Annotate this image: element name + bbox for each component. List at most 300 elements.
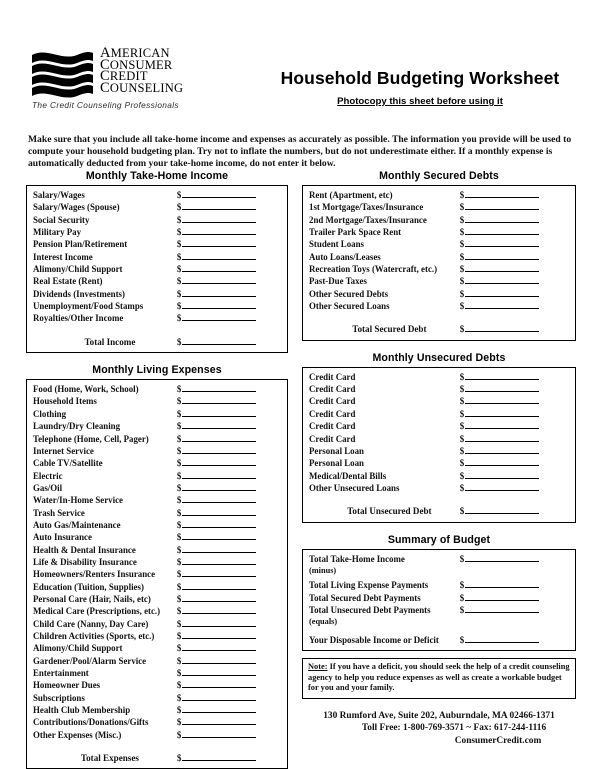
currency-symbol: $ — [176, 421, 182, 432]
amount-cell — [460, 470, 569, 482]
amount-cell — [460, 395, 569, 407]
summary-total-income-field[interactable] — [465, 553, 539, 562]
line-item-row — [309, 201, 569, 213]
line-item-row — [309, 433, 569, 445]
line-item-row — [309, 457, 569, 469]
amount-blank-field[interactable] — [182, 605, 256, 614]
line-item-row — [309, 226, 569, 238]
line-item-row — [33, 312, 281, 324]
currency-symbol: $ — [176, 655, 182, 666]
currency-symbol: $ — [176, 495, 182, 506]
line-item-row — [309, 420, 569, 432]
line-item-row — [33, 630, 281, 642]
left-column — [26, 170, 288, 769]
line-item-row — [33, 251, 281, 263]
amount-cell — [177, 288, 281, 300]
amount-cell — [177, 238, 281, 250]
line-item-row — [33, 531, 281, 543]
line-item-row — [33, 667, 281, 679]
amount-cell — [177, 692, 281, 704]
amount-cell — [460, 592, 569, 604]
amount-blank-field[interactable] — [182, 519, 256, 528]
currency-symbol: $ — [176, 433, 182, 444]
currency-symbol: $ — [459, 396, 465, 407]
unsecured-debts-box — [302, 367, 576, 523]
line-item-row — [33, 605, 281, 617]
amount-cell — [177, 482, 281, 494]
summary-row — [309, 604, 569, 616]
line-item-label: Medical/Dental Bills — [309, 470, 387, 481]
line-item-label: Social Security — [33, 214, 90, 225]
amount-blank-field[interactable] — [182, 383, 256, 392]
amount-blank-field[interactable] — [182, 593, 256, 602]
amount-blank-field[interactable] — [182, 408, 256, 417]
living-expenses-box — [26, 379, 288, 769]
currency-symbol: $ — [459, 604, 465, 615]
line-item-row — [33, 263, 281, 275]
currency-symbol: $ — [176, 239, 182, 250]
amount-blank-field[interactable] — [182, 275, 256, 284]
line-item-row — [309, 408, 569, 420]
amount-blank-field[interactable] — [465, 408, 539, 417]
amount-blank-field[interactable] — [182, 494, 256, 503]
total-row — [309, 494, 569, 517]
line-item-label: Life & Disability Insurance — [33, 556, 137, 567]
minus-operator-text: (minus) — [309, 565, 337, 575]
amount-blank-field[interactable] — [465, 214, 539, 223]
line-item-row — [33, 275, 281, 287]
amount-blank-field[interactable] — [182, 716, 256, 725]
currency-symbol: $ — [176, 288, 182, 299]
amount-cell — [177, 630, 281, 642]
currency-symbol: $ — [459, 276, 465, 287]
line-item-label: Water/In-Home Service — [33, 495, 123, 506]
page-title: Household Budgeting Worksheet — [280, 68, 560, 88]
summary-row — [309, 592, 569, 604]
amount-blank-field[interactable] — [182, 704, 256, 713]
amount-cell — [177, 605, 281, 617]
line-item-label: Other Expenses (Misc.) — [33, 729, 122, 740]
summary-deduction-2-field[interactable] — [465, 604, 539, 613]
amount-blank-field[interactable] — [465, 420, 539, 429]
amount-cell — [177, 214, 281, 226]
amount-cell — [177, 275, 281, 287]
total-label: Total Income — [84, 336, 136, 347]
amount-cell — [460, 383, 569, 395]
currency-symbol: $ — [176, 606, 182, 617]
currency-symbol: $ — [459, 445, 465, 456]
logo-line-credit: CREDIT — [100, 68, 148, 85]
line-item-row — [33, 408, 281, 420]
currency-symbol: $ — [176, 202, 182, 213]
line-item-label: Trash Service — [33, 507, 85, 518]
line-item-label: Child Care (Nanny, Day Care) — [33, 618, 149, 629]
currency-symbol: $ — [176, 519, 182, 530]
amount-cell — [460, 445, 569, 457]
currency-symbol: $ — [459, 592, 465, 603]
total-label: Total Expenses — [80, 753, 139, 764]
amount-blank-field[interactable] — [465, 395, 539, 404]
amount-cell — [177, 457, 281, 469]
summary-deduction-1-field[interactable] — [465, 592, 539, 601]
line-item-label: Entertainment — [33, 668, 89, 679]
footer-phone: Toll Free: 1-800-769-3571 ~ Fax: 617-244-1116 — [361, 723, 547, 734]
amount-blank-field[interactable] — [182, 201, 256, 210]
amount-blank-field[interactable] — [182, 433, 256, 442]
line-item-label: Electric — [33, 470, 63, 481]
amount-cell — [177, 593, 281, 605]
amount-blank-field[interactable] — [182, 655, 256, 664]
amount-cell — [177, 251, 281, 263]
right-column — [302, 170, 576, 747]
amount-cell — [177, 470, 281, 482]
currency-symbol: $ — [176, 458, 182, 469]
line-item-row — [33, 201, 281, 213]
amount-blank-field[interactable] — [465, 433, 539, 442]
amount-cell — [177, 729, 281, 741]
line-item-label: Recreation Toys (Watercraft, etc.) — [309, 264, 438, 275]
amount-blank-field[interactable] — [182, 729, 256, 738]
line-item-row — [33, 420, 281, 432]
line-item-row — [33, 618, 281, 630]
amount-cell — [460, 553, 569, 565]
line-item-label: Health Club Membership — [33, 705, 131, 716]
line-item-label: Auto Loans/Leases — [309, 251, 381, 262]
currency-symbol: $ — [176, 680, 182, 691]
summary-disposable-income-field[interactable] — [465, 634, 539, 643]
currency-symbol: $ — [176, 251, 182, 262]
line-item-label: Clothing — [33, 408, 67, 419]
line-item-row — [33, 655, 281, 667]
line-item-label: Salary/Wages — [33, 190, 85, 200]
line-item-label: Food (Home, Work, School) — [33, 384, 139, 395]
amount-blank-field[interactable] — [182, 470, 256, 479]
living-expenses-table — [33, 383, 281, 764]
currency-symbol: $ — [176, 692, 182, 703]
line-item-row — [33, 226, 281, 238]
line-item-row — [33, 482, 281, 494]
amount-blank-field[interactable] — [182, 300, 256, 309]
line-item-row — [309, 300, 569, 312]
amount-cell — [177, 201, 281, 213]
footer-contact — [302, 710, 576, 747]
income-rows — [33, 189, 281, 348]
amount-cell — [177, 383, 281, 395]
line-item-row — [33, 692, 281, 704]
summary-deduction-0-field[interactable] — [465, 579, 539, 588]
amount-blank-field[interactable] — [182, 630, 256, 639]
currency-symbol: $ — [176, 445, 182, 456]
amount-blank-field[interactable] — [182, 457, 256, 466]
amount-blank-field[interactable] — [182, 581, 256, 590]
currency-symbol: $ — [176, 569, 182, 580]
currency-symbol: $ — [459, 421, 465, 432]
amount-blank-field[interactable] — [182, 679, 256, 688]
amount-blank-field[interactable] — [465, 383, 539, 392]
line-item-label: Subscriptions — [33, 692, 85, 703]
line-item-row — [33, 445, 281, 457]
line-item-label: 1st Mortgage/Taxes/Insurance — [309, 202, 424, 213]
total-row — [309, 312, 569, 335]
amount-blank-field[interactable] — [182, 531, 256, 540]
total-row — [33, 741, 281, 764]
organization-logo — [32, 45, 232, 110]
line-item-row — [33, 395, 281, 407]
amount-cell — [177, 300, 281, 312]
currency-symbol: $ — [459, 288, 465, 299]
amount-blank-field[interactable] — [182, 556, 256, 565]
logo-line-counseling: COUNSELING — [100, 79, 184, 96]
line-item-row — [309, 482, 569, 494]
amount-cell — [460, 226, 569, 238]
amount-blank-field[interactable] — [182, 667, 256, 676]
total-amount-field[interactable] — [182, 752, 256, 761]
amount-cell — [177, 420, 281, 432]
income-table — [33, 189, 281, 348]
amount-cell — [460, 433, 569, 445]
amount-cell — [177, 312, 281, 324]
amount-blank-field[interactable] — [465, 457, 539, 466]
currency-symbol: $ — [459, 239, 465, 250]
currency-symbol: $ — [459, 433, 465, 444]
line-item-row — [309, 371, 569, 383]
line-item-label: Credit Card — [309, 408, 356, 419]
line-item-label: Alimony/Child Support — [33, 264, 123, 275]
amount-cell — [177, 667, 281, 679]
line-item-label: Internet Service — [33, 445, 94, 456]
amount-blank-field[interactable] — [182, 445, 256, 454]
note-body-text: If you have a deficit, you should seek the help of a credit counseling agency to help you reduce expenses as well as create a workable budget for you and your family. — [308, 661, 570, 693]
summary-rows — [309, 553, 569, 646]
line-item-label: Gas/Oil — [33, 482, 63, 493]
currency-symbol: $ — [459, 301, 465, 312]
currency-symbol: $ — [176, 482, 182, 493]
currency-symbol: $ — [176, 470, 182, 481]
amount-blank-field[interactable] — [182, 507, 256, 516]
currency-symbol: $ — [176, 214, 182, 225]
line-item-row — [33, 716, 281, 728]
line-item-row — [33, 457, 281, 469]
line-item-label: Other Secured Debts — [309, 288, 389, 299]
amount-cell — [460, 457, 569, 469]
summary-row — [309, 634, 569, 646]
amount-cell — [460, 579, 569, 591]
amount-blank-field[interactable] — [465, 470, 539, 479]
line-item-row — [309, 251, 569, 263]
amount-blank-field[interactable] — [465, 263, 539, 272]
amount-cell — [460, 251, 569, 263]
amount-blank-field[interactable] — [182, 263, 256, 272]
line-item-row — [33, 581, 281, 593]
total-amount-field[interactable] — [182, 336, 256, 345]
amount-cell — [460, 189, 569, 201]
line-item-row — [33, 300, 281, 312]
currency-symbol: $ — [459, 324, 465, 335]
currency-symbol: $ — [459, 251, 465, 262]
amount-blank-field[interactable] — [182, 288, 256, 297]
amount-blank-field[interactable] — [465, 201, 539, 210]
currency-symbol: $ — [459, 214, 465, 225]
page-header — [0, 0, 600, 130]
currency-symbol: $ — [176, 532, 182, 543]
line-item-label: Royalties/Other Income — [33, 313, 124, 324]
amount-blank-field[interactable] — [465, 300, 539, 309]
equals-operator-text: (equals) — [309, 617, 338, 627]
line-item-label: Dividends (Investments) — [33, 288, 125, 299]
amount-cell — [460, 300, 569, 312]
currency-symbol: $ — [176, 301, 182, 312]
line-item-label: Auto Insurance — [33, 532, 92, 543]
amount-cell — [177, 395, 281, 407]
line-item-row — [33, 729, 281, 741]
currency-symbol: $ — [459, 202, 465, 213]
living-expenses-rows — [33, 383, 281, 764]
amount-blank-field[interactable] — [182, 251, 256, 260]
line-item-row — [33, 568, 281, 580]
currency-symbol: $ — [459, 634, 465, 645]
title-block — [245, 68, 595, 107]
amount-cell — [177, 704, 281, 716]
amount-cell — [177, 189, 281, 201]
line-item-row — [33, 494, 281, 506]
amount-blank-field[interactable] — [182, 214, 256, 223]
amount-cell — [460, 482, 569, 494]
line-item-row — [33, 470, 281, 482]
amount-blank-field[interactable] — [465, 275, 539, 284]
currency-symbol: $ — [459, 264, 465, 275]
line-item-row — [33, 704, 281, 716]
amount-cell — [460, 275, 569, 287]
currency-symbol: $ — [459, 482, 465, 493]
line-item-label: Telephone (Home, Cell, Pager) — [33, 433, 149, 444]
summary-disposable-income-label: Your Disposable Income or Deficit — [309, 634, 439, 645]
amount-blank-field[interactable] — [182, 312, 256, 321]
currency-symbol: $ — [176, 276, 182, 287]
total-row — [33, 325, 281, 348]
line-item-row — [33, 642, 281, 654]
line-item-label: Laundry/Dry Cleaning — [33, 421, 121, 432]
currency-symbol: $ — [176, 556, 182, 567]
line-item-label: Personal Care (Hair, Nails, etc) — [33, 593, 151, 604]
line-item-label: 2nd Mortgage/Taxes/Insurance — [309, 214, 427, 225]
amount-cell — [460, 238, 569, 250]
amount-blank-field[interactable] — [182, 226, 256, 235]
amount-cell — [177, 544, 281, 556]
line-item-label: Contributions/Donations/Gifts — [33, 717, 149, 728]
line-item-label: Household Items — [33, 396, 97, 407]
total-amount-field[interactable] — [465, 323, 539, 332]
amount-blank-field[interactable] — [465, 482, 539, 491]
amount-blank-field[interactable] — [182, 238, 256, 247]
currency-symbol: $ — [176, 384, 182, 395]
amount-cell — [177, 531, 281, 543]
amount-blank-field[interactable] — [182, 642, 256, 651]
amount-cell — [177, 642, 281, 654]
income-box — [26, 185, 288, 353]
amount-blank-field[interactable] — [465, 445, 539, 454]
amount-blank-field[interactable] — [465, 189, 539, 198]
line-item-label: Rent (Apartment, etc) — [309, 190, 393, 200]
amount-blank-field[interactable] — [182, 544, 256, 553]
equals-operator — [309, 616, 569, 627]
amount-cell — [177, 226, 281, 238]
line-item-label: Credit Card — [309, 384, 356, 395]
amount-cell — [460, 494, 569, 517]
amount-blank-field[interactable] — [465, 226, 539, 235]
line-item-row — [309, 445, 569, 457]
line-item-label: Medical Care (Prescriptions, etc.) — [33, 606, 161, 617]
amount-blank-field[interactable] — [182, 395, 256, 404]
amount-blank-field[interactable] — [465, 238, 539, 247]
line-item-row — [33, 507, 281, 519]
line-item-row — [309, 238, 569, 250]
line-item-label: Credit Card — [309, 396, 356, 407]
amount-blank-field[interactable] — [182, 618, 256, 627]
line-item-row — [33, 383, 281, 395]
amount-cell — [177, 556, 281, 568]
secured-debts-table — [309, 189, 569, 336]
currency-symbol: $ — [176, 544, 182, 555]
secured-debts-section-heading: Monthly Secured Debts — [379, 170, 499, 182]
line-item-row — [309, 395, 569, 407]
line-item-label: Other Unsecured Loans — [309, 482, 400, 493]
summary-deduction-2-label: Total Unsecured Debt Payments — [309, 604, 431, 615]
total-amount-field[interactable] — [465, 505, 539, 514]
unsecured-debts-section-heading: Monthly Unsecured Debts — [372, 351, 506, 364]
amount-blank-field[interactable] — [182, 189, 256, 198]
line-item-label: Other Secured Loans — [309, 301, 390, 312]
currency-symbol: $ — [176, 190, 182, 200]
total-label: Total Secured Debt — [352, 324, 427, 335]
amount-blank-field[interactable] — [465, 371, 539, 380]
amount-cell — [177, 263, 281, 275]
line-item-row — [33, 519, 281, 531]
amount-blank-field[interactable] — [182, 692, 256, 701]
currency-symbol: $ — [176, 705, 182, 716]
line-item-label: Interest Income — [33, 251, 93, 262]
amount-blank-field[interactable] — [182, 482, 256, 491]
summary-row — [309, 553, 569, 565]
amount-cell — [460, 214, 569, 226]
currency-symbol: $ — [176, 396, 182, 407]
amount-cell — [177, 679, 281, 691]
line-item-label: Salary/Wages (Spouse) — [33, 202, 120, 213]
line-item-label: Auto Gas/Maintenance — [33, 519, 121, 530]
amount-blank-field[interactable] — [182, 420, 256, 429]
currency-symbol: $ — [459, 408, 465, 419]
line-item-row — [33, 214, 281, 226]
amount-cell — [460, 604, 569, 616]
line-item-label: Military Pay — [33, 227, 82, 238]
photocopy-notice: Photocopy this sheet before using it — [337, 96, 503, 107]
currency-symbol: $ — [176, 408, 182, 419]
minus-operator — [309, 565, 569, 576]
summary-total-income-label: Total Take-Home Income — [309, 553, 405, 564]
currency-symbol: $ — [459, 506, 465, 517]
line-item-row — [33, 189, 281, 201]
currency-symbol: $ — [176, 631, 182, 641]
amount-cell — [460, 312, 569, 335]
amount-cell — [177, 741, 281, 764]
total-label: Total Unsecured Debt — [347, 506, 432, 517]
line-item-row — [309, 470, 569, 482]
amount-blank-field[interactable] — [182, 568, 256, 577]
amount-cell — [177, 618, 281, 630]
amount-cell — [177, 519, 281, 531]
line-item-row — [33, 433, 281, 445]
amount-blank-field[interactable] — [465, 251, 539, 260]
amount-blank-field[interactable] — [465, 288, 539, 297]
